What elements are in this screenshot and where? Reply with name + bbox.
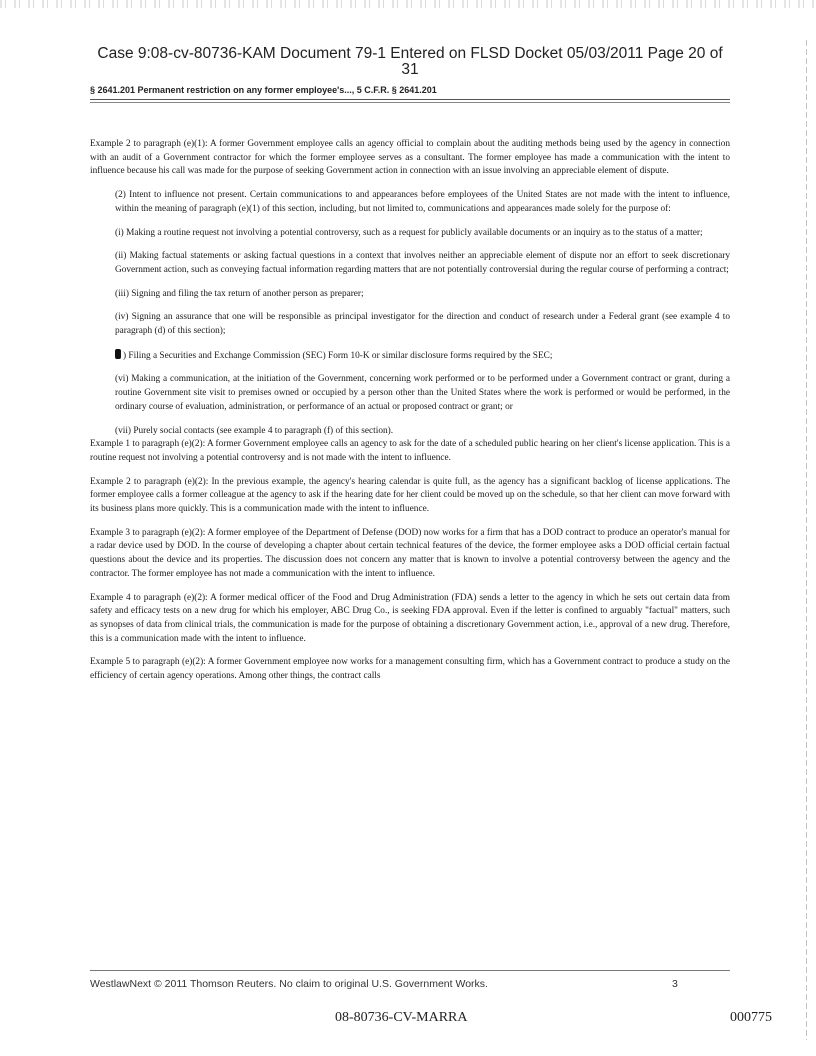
- paragraph-item-v: [115, 349, 730, 364]
- footer-copyright: WestlawNext © 2011 Thomson Reuters. No claim to original U.S. Government Works.: [90, 978, 488, 990]
- paragraph-item-iii: (iii) Signing and filing the tax return of another person as preparer;: [115, 288, 364, 299]
- paragraph-example-3-e2: Example 3 to paragraph (e)(2): A former employee of the Department of Defense (DOD) now works for a firm that has a DOD contract to produce an operator's manual for a radar device used by DOD. In the course of developing a chapter about certain technical features of the device, the former employee asks a DOD official certain factual questions about the device and its properties. The discussion does not concern any matter that is known to involve a potential controversy between the agency and the contractor. The former employee has not made a communication with the intent to influence.: [90, 527, 730, 579]
- document-body: [90, 138, 730, 684]
- paragraph-item-v-text: ) Filing a Securities and Exchange Commission (SEC) Form 10-K or similar disclosure forms required by the SEC;: [123, 350, 553, 361]
- paragraph-example-5-e2: Example 5 to paragraph (e)(2): A former Government employee now works for a management consulting firm, which has a Government contract to produce a study on the efficiency of certain agency operations. Among other things, the contract calls: [90, 657, 730, 682]
- paragraph-item-i: (i) Making a routine request not involving a potential controversy, such as a request for publicly available documents or an inquiry as to the status of a matter;: [115, 227, 703, 238]
- section-title: § 2641.201 Permanent restriction on any former employee's..., 5 C.F.R. § 2641.201: [90, 85, 437, 95]
- case-header: [60, 46, 760, 78]
- bates-label: 08-80736-CV-MARRA: [335, 1010, 468, 1025]
- paragraph-item-vii: (vii) Purely social contacts (see example 4 to paragraph (f) of this section).: [115, 425, 394, 436]
- bates-number: 000775: [730, 1010, 772, 1025]
- header-divider-thin: [90, 102, 730, 103]
- paragraph-item-vi: (vi) Making a communication, at the initiation of the Government, concerning work performed or to be performed under a Government contract or grant, during a routine Government site visit to premises owned or occupied by a person other than the United States where the work is performed or would be performed, in the ordinary course of evaluation, administration, or performance of an actual or proposed contract or grant; or: [115, 374, 730, 412]
- scan-edge-artifact: [0, 0, 816, 8]
- paragraph-item-iv: (iv) Signing an assurance that one will be responsible as principal investigator for the direction and conduct of research under a Federal grant (see example 4 to paragraph (d) of this section);: [115, 312, 730, 337]
- paragraph-item-ii: (ii) Making factual statements or asking factual questions in a context that involves neither an appreciable element of dispute nor an effort to seek discretionary Government action, such as conveying factual information regarding matters that are not potentially controversial during the regular course of performing a contract;: [115, 251, 730, 275]
- case-header-line1: Case 9:08-cv-80736-KAM Document 79-1 Entered on FLSD Docket 05/03/2011 Page 20 of: [97, 45, 723, 62]
- paragraph-intent-not-present: (2) Intent to influence not present. Certain communications to and appearances before employees of the United States are not made with the intent to influence, within the meaning of paragraph (e)(1) of this section, including, but not limited to, communications and appearances made solely for the purpose of:: [115, 190, 730, 214]
- redaction-marker-icon: [115, 349, 121, 359]
- case-header-line2: 31: [401, 61, 419, 78]
- scan-margin-line: [806, 40, 807, 1040]
- paragraph-example-1-e2: Example 1 to paragraph (e)(2): A former Government employee calls an agency to ask for the date of a scheduled public hearing on her client's license application. This is a routine request not involving a potential controversy and is not made with the intent to influence.: [90, 439, 730, 463]
- footer-page-number: 3: [672, 978, 678, 990]
- header-divider: [90, 99, 730, 100]
- paragraph-example-4-e2: Example 4 to paragraph (e)(2): A former medical officer of the Food and Drug Administration (FDA) sends a letter to the agency in which he sets out certain data from safety and efficacy tests on a new drug for which his employer, ABC Drug Co., is seeking FDA approval. Even if the letter is confined to arguably "factual" matters, such as synopses of data from clinical trials, the communication is made for the purpose of obtaining a discretionary Government action, i.e., approval of a new drug. Therefore, this is a communication made with the intent to influence.: [90, 592, 730, 644]
- footer-divider: [90, 970, 730, 971]
- paragraph-example-2-e2: Example 2 to paragraph (e)(2): In the previous example, the agency's hearing calendar is quite full, as the agency has a significant backlog of license applications. The former employee calls a former colleague at the agency to ask if the hearing date for her client could be moved up on the schedule, so that her client can move forward with its business plans more quickly. This is a communication made with the intent to influence.: [90, 476, 730, 515]
- paragraph-example-2-e1: Example 2 to paragraph (e)(1): A former Government employee calls an agency official to complain about the auditing methods being used by the agency in connection with an audit of a Government contractor for which the former employee serves as a consultant. The former employee has made a communication with the intent to influence because his call was made for the purpose of seeking Government action in connection with an issue involving an appreciable element of dispute.: [90, 139, 730, 177]
